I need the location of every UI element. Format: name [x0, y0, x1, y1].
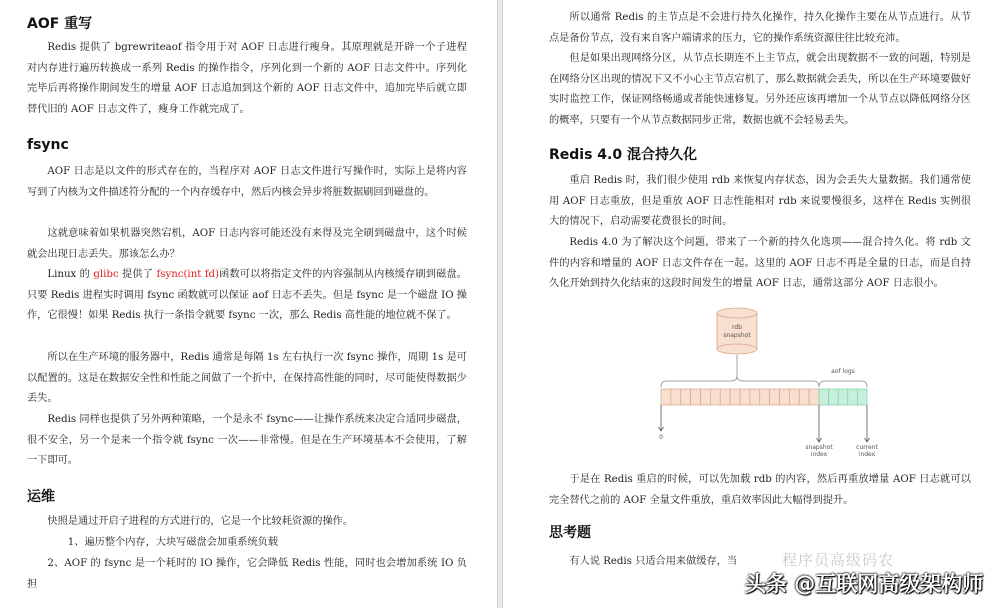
snapshot-label: snapshot — [723, 332, 751, 339]
paragraph-ops-2: 1、遍历整个内存，大块写磁盘会加重系统负载 — [67, 537, 279, 548]
paragraph-network-partition: 但是如果出现网络分区，从节点长期连不上主节点，就会出现数据不一致的问题，特别是在网络分区出现的情况下又不小心主节点宕机了，那么数据就会丢失，所以在生产环境要做好实时监控工作，保证网络畅通或者能快速修复。另外还应该再增加一个从节点以降低网络分区的概率，只要有一个从节点数据同步正常，数据也就不会轻易丢失。 — [549, 53, 971, 126]
current-index-label-2: index — [858, 451, 876, 458]
rdb-cell — [681, 389, 691, 405]
heading-aof-rewrite: AOF 重写 — [27, 16, 93, 32]
paragraph-restart-load: 于是在 Redis 重启的时候，可以先加载 rdb 的内容，然后再重放增量 AOF 日志就可以完全替代之前的 AOF 全量文件重放，重启效率因此大幅得到提升。 — [549, 474, 971, 506]
text-provides: 提供了 — [118, 269, 157, 280]
aof-log-cell — [838, 389, 848, 405]
heading-think: 思考题 — [549, 525, 591, 541]
paragraph-aof-rewrite: Redis 提供了 bgrewriteaof 指令用于对 AOF 日志进行瘦身。其原理就是开辟一个子进程对内存进行遍历转换成一系列 Redis 的操作指令，序列化到一个新的 AOF 日志文件中。序列化完毕后再将操作期间发生的增量 AOF 日志追加到这个新的 AOF 日志文件中，追加完毕后就立即替代旧的 AOF 日志文件了，瘦身工作就完成了。 — [27, 42, 467, 115]
paragraph-slave-nodes: 所以通常 Redis 的主节点是不会进行持久化操作，持久化操作主要在从节点进行。从节点是备份节点，没有来自客户端请求的压力，它的操作系统资源往往比较充沛。 — [549, 12, 971, 44]
paragraph-restart: 重启 Redis 时，我们很少使用 rdb 来恢复内存状态，因为会丢失大量数据。我们通常使用 AOF 日志重放，但是重放 AOF 日志性能相对 rdb 来说要慢很多，这样在 Redis 实例很大的情况下，启动需要花费很长的时间。 — [549, 175, 971, 227]
rdb-cell — [720, 389, 730, 405]
paragraph-fsync-2: 这就意味着如果机器突然宕机，AOF 日志内容可能还没有来得及完全刷到磁盘中，这个时候就会出现日志丢失。那该怎么办？ — [27, 228, 467, 260]
heading-ops: 运维 — [27, 489, 55, 505]
glibc-link[interactable]: glibc — [93, 269, 119, 280]
text-fsync-desc: 函数可以将指定文件的内容强制从内核缓存刷到磁盘。只要 Redis 进程实时调用 fsync 函数就可以保证 aof 日志不丢失。但是 fsync 是一个磁盘 IO 操作，它很慢！如果 Redis 执行一条指令就要 fsync 一次，那么 Redis 高性能的地位就不保了。 — [27, 269, 467, 321]
right-page — [503, 0, 1000, 608]
log-cells — [661, 389, 867, 405]
paragraph-fsync-4: 所以在生产环境的服务器中，Redis 通常是每隔 1s 左右执行一次 fsync 操作，周期 1s 是可以配置的。这是在数据安全性和性能之间做了一个折中，在保持高性能的同时，尽可能使得数据少丢失。 — [27, 352, 467, 404]
zero-index-label: 0 — [659, 434, 663, 441]
paragraph-ops-1: 快照是通过开启子进程的方式进行的，它是一个比较耗资源的操作。 — [47, 516, 354, 527]
rdb-cell — [750, 389, 760, 405]
watermark-source: 头条 @互联网高级架构师 — [745, 572, 984, 596]
aof-log-cell — [857, 389, 867, 405]
aof-logs-label: aof logs — [831, 368, 855, 375]
rdb-cell — [740, 389, 750, 405]
aof-log-cell — [829, 389, 839, 405]
rdb-cell — [780, 389, 790, 405]
rdb-cell — [691, 389, 701, 405]
rdb-cell — [799, 389, 809, 405]
rdb-cell — [809, 389, 819, 405]
rdb-cell — [730, 389, 740, 405]
heading-fsync: fsync — [27, 137, 69, 153]
snapshot-index-label-1: snapshot — [805, 444, 833, 451]
rdb-cell — [701, 389, 711, 405]
rdb-cell — [671, 389, 681, 405]
rdb-cell — [789, 389, 799, 405]
rdb-cell — [760, 389, 770, 405]
rdb-cell — [770, 389, 780, 405]
rdb-cell — [661, 389, 671, 405]
rdb-label: rdb — [732, 324, 742, 331]
aof-log-cell — [819, 389, 829, 405]
paragraph-fsync-1: AOF 日志是以文件的形式存在的，当程序对 AOF 日志文件进行写操作时，实际上是将内容写到了内核为文件描述符分配的一个内存缓存中，然后内核会异步将脏数据刷回到磁盘的。 — [27, 166, 467, 198]
paragraph-fsync-3 — [27, 265, 467, 327]
text-linux: Linux 的 — [47, 269, 94, 280]
rdb-brace — [661, 376, 819, 387]
paragraph-redis-4: Redis 4.0 为了解决这个问题，带来了一个新的持久化选项——混合持久化。将 rdb 文件的内容和增量的 AOF 日志文件存在一起。这里的 AOF 日志不再是全量的日志，而是自持久化开始到持久化结束的这段时间发生的增量 AOF 日志，通常这部分 AOF 日志很小。 — [549, 237, 971, 289]
fsync-function-link[interactable]: fsync(int fd) — [156, 269, 219, 280]
paragraph-fsync-5: Redis 同样也提供了另外两种策略，一个是永不 fsync——让操作系统来决定合适同步磁盘，很不安全，另一个是来一个指令就 fsync 一次——非常慢。但是在生产环境基本不会使用，了解一下即可。 — [27, 414, 467, 466]
heading-mixed-persistence: Redis 4.0 混合持久化 — [549, 147, 697, 163]
left-page — [0, 0, 497, 608]
current-index-label-1: current — [856, 444, 878, 451]
rdb-snapshot-cylinder — [717, 308, 757, 354]
snapshot-index-label-2: index — [810, 451, 828, 458]
mixed-persistence-diagram — [653, 305, 893, 465]
paragraph-ops-3: 2、AOF 的 fsync 是一个耗时的 IO 操作，它会降低 Redis 性能，同时也会增加系统 IO 负担 — [27, 558, 467, 590]
aof-log-cell — [848, 389, 858, 405]
watermark-author: 程序员高级码农 — [782, 551, 895, 569]
paragraph-think: 有人说 Redis 只适合用来做缓存，当 — [569, 556, 738, 567]
aof-brace — [819, 381, 867, 387]
rdb-cell — [710, 389, 720, 405]
